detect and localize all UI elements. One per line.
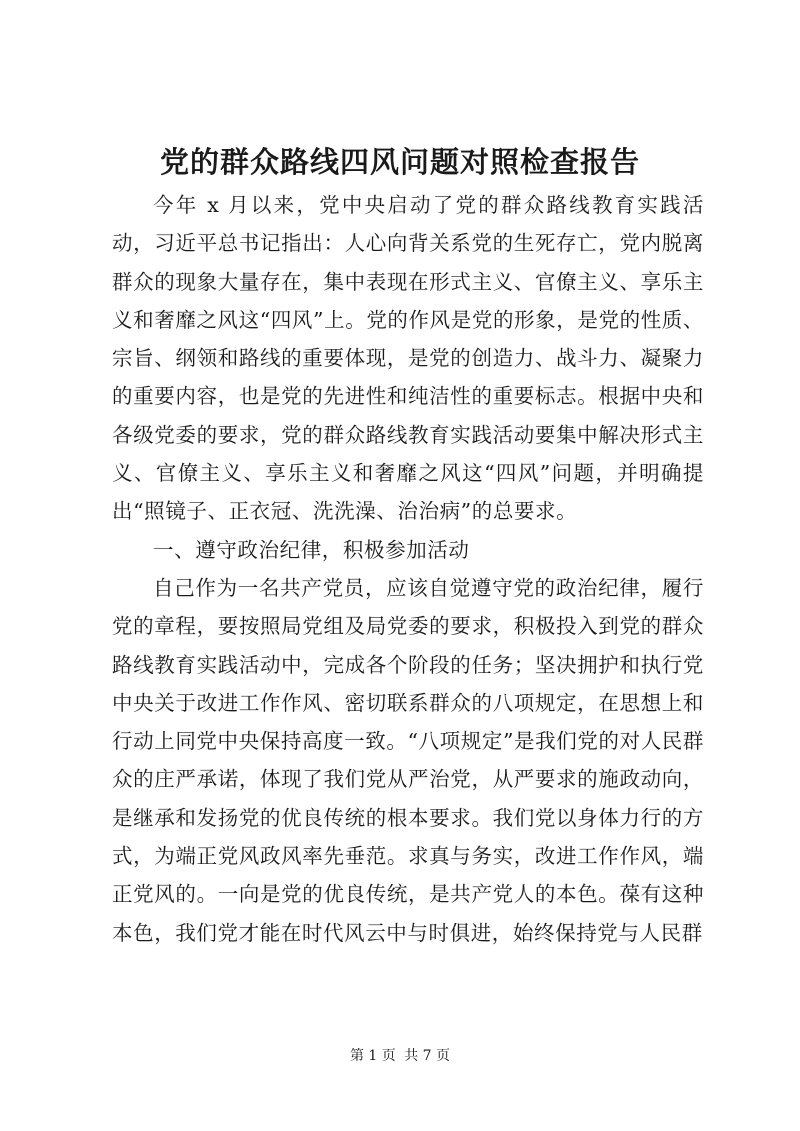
section-heading-1: 一、遵守政治纪律，积极参加活动	[153, 537, 470, 562]
paragraph-section-1: 自己作为一名共产党员，应该自觉遵守党的政治纪律，履行党的章程，要按照局党组及局党委的要求，积极投入到党的群众路线教育实践活动中，完成各个阶段的任务；坚决拥护和执行党中央关于改进工作作风、密切联系群众的八项规定，在思想上和行动上同党中央保持高度一致。“八项规定”是我们党的对人民群众的庄严承诺，体现了我们党从严治党，从严要求的施政动向，是继承和发扬党的优良传统的根本要求。我们党以身体力行的方式，为端正党风政风率先垂范。求真与务实，改进工作作风，端正党风的。一向是党的优良传统，是共产党人的本色。葆有这种本色，我们党才能在时代风云中与时俱进，始终保持党与人民群	[112, 575, 704, 945]
paragraph-intro: 今年 x 月以来，党中央启动了党的群众路线教育实践活动，习近平总书记指出：人心向背关系党的生死存亡，党内脱离群众的现象大量存在，集中表现在形式主义、官僚主义、享乐主义和奢靡之风这“四风”上。党的作风是党的形象，是党的性质、宗旨、纲领和路线的重要体现，是党的创造力、战斗力、凝聚力的重要内容，也是党的先进性和纯洁性的重要标志。根据中央和各级党委的要求，党的群众路线教育实践活动要集中解决形式主义、官僚主义、享乐主义和奢靡之风这“四风”问题，并明确提出“照镜子、正衣冠、洗洗澡、治治病”的总要求。	[112, 193, 704, 524]
page-footer	[0, 1046, 800, 1066]
document-title: 党的群众路线四风问题对照检查报告	[159, 145, 640, 179]
page-number: 第 1 页	[349, 1048, 396, 1064]
document-body	[112, 186, 704, 952]
page-total: 共 7 页	[404, 1048, 451, 1064]
